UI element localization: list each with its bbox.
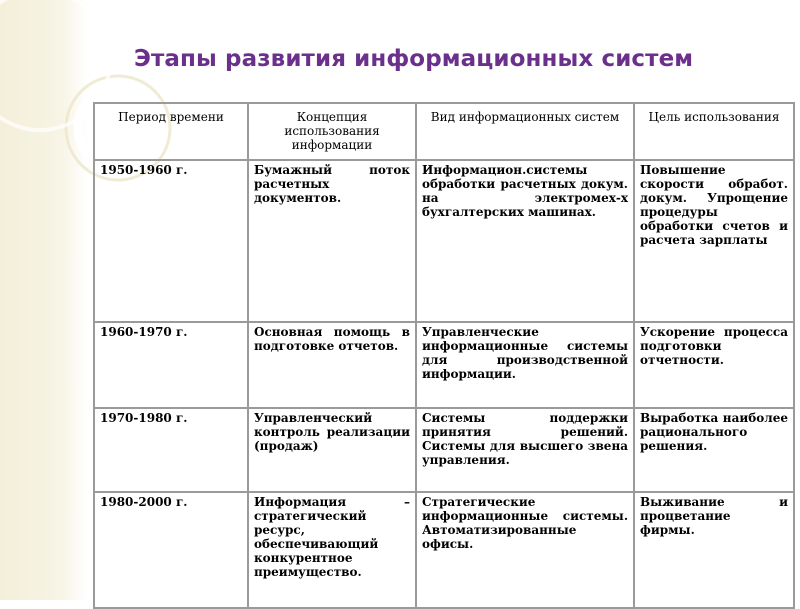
cell-system: Управленческие информационные системы для производственной информации. [416,322,634,408]
cell-period: 1970-1980 г. [94,408,248,492]
cell-concept: Информация – стратегический ресурс, обеспечивающий конкурентное преимущество. [248,492,416,608]
header-concept: Концепция использования информации [248,103,416,160]
cell-period: 1950-1960 г. [94,160,248,322]
table-row [94,408,794,492]
cell-goal: Ускорение процесса подготовки отчетности. [634,322,794,408]
table-row [94,322,794,408]
slide-title: Этапы развития информационных систем [134,46,694,72]
cell-concept: Основная помощь в подготовке отчетов. [248,322,416,408]
stages-table [93,102,795,609]
cell-goal: Выживание и процветание фирмы. [634,492,794,608]
table-row [94,160,794,322]
header-goal: Цель использования [634,103,794,160]
table-header-row [94,103,794,160]
cell-concept: Управленческий контроль реализации (продаж) [248,408,416,492]
cell-goal: Повышение скорости обработ. докум. Упрощение процедуры обработки счетов и расчета зарплаты [634,160,794,322]
cell-goal: Выработка наиболее рационального решения. [634,408,794,492]
cell-system: Информацион.системы обработки расчетных докум. на электромех-х бухгалтерских машинах. [416,160,634,322]
cell-concept: Бумажный поток расчетных документов. [248,160,416,322]
cell-period: 1960-1970 г. [94,322,248,408]
cell-system: Системы поддержки принятия решений. Системы для высшего звена управления. [416,408,634,492]
cell-period: 1980-2000 г. [94,492,248,608]
table-row [94,492,794,608]
header-period: Период времени [94,103,248,160]
header-system-type: Вид информационных систем [416,103,634,160]
cell-system: Стратегические информационные системы. Автоматизированные офисы. [416,492,634,608]
